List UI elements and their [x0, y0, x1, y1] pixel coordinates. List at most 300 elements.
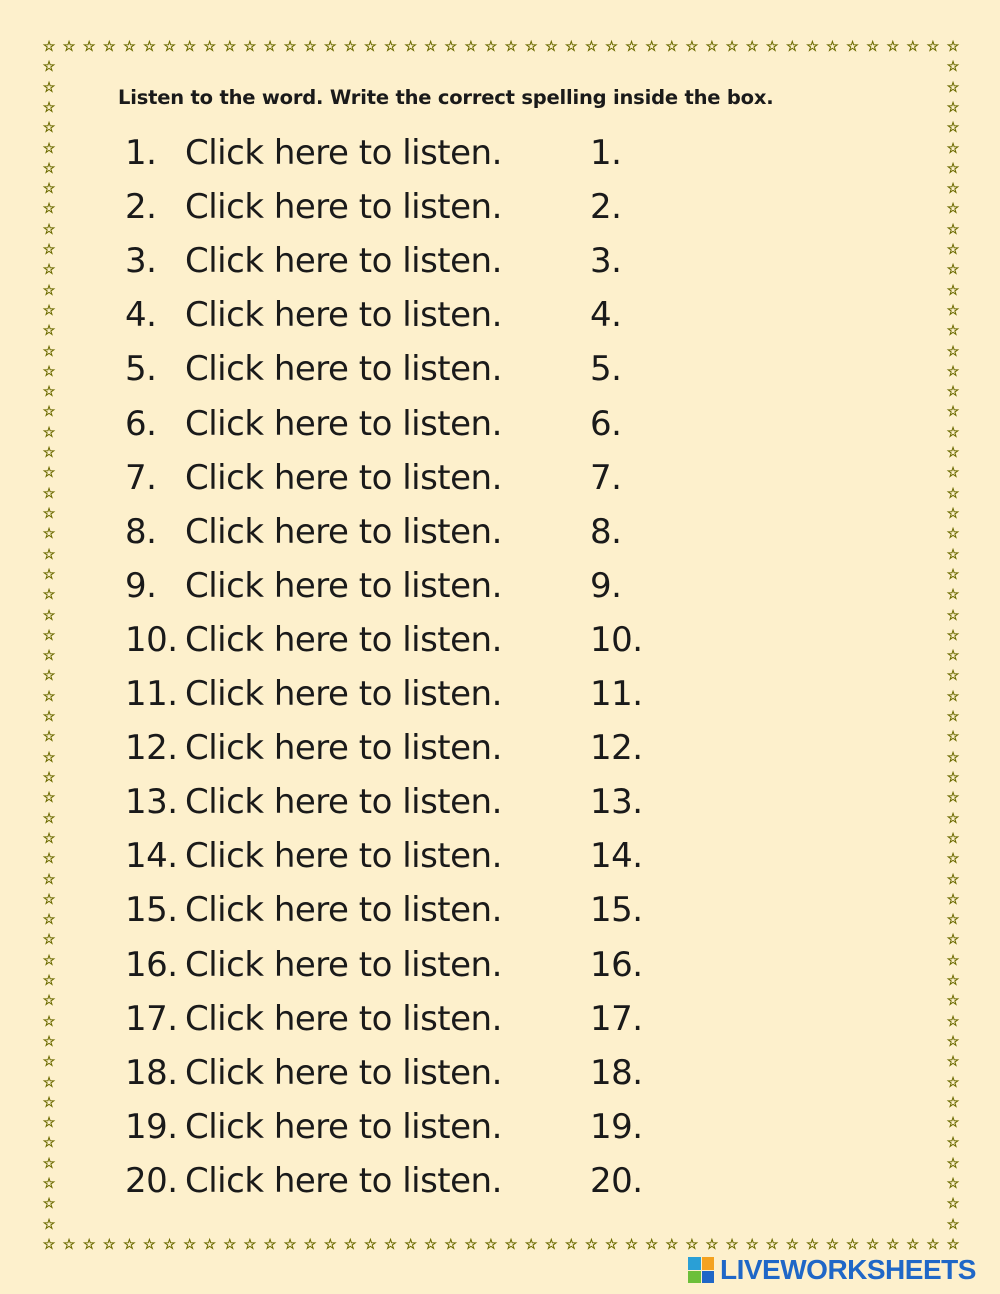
star-icon: ☆ [42, 952, 56, 969]
star-icon: ☆ [163, 39, 176, 55]
star-icon: ☆ [665, 1237, 679, 1253]
question-row [0, 723, 1000, 773]
star-icon: ☆ [906, 1237, 920, 1253]
star-icon: ☆ [725, 1237, 739, 1253]
star-icon: ☆ [565, 39, 578, 55]
star-icon: ☆ [42, 790, 56, 807]
answer-input[interactable] [638, 996, 902, 1042]
question-number: 8. [125, 511, 157, 552]
star-icon: ☆ [484, 1237, 498, 1253]
star-icon: ☆ [585, 1237, 598, 1253]
star-icon: ☆ [444, 39, 458, 55]
star-icon: ☆ [946, 1074, 960, 1091]
star-icon: ☆ [946, 1094, 960, 1111]
question-row [0, 994, 1000, 1044]
star-icon: ☆ [946, 810, 960, 827]
answer-number: 8. [590, 511, 622, 552]
answer-input[interactable] [638, 455, 902, 501]
star-icon: ☆ [42, 587, 56, 604]
question-row [0, 831, 1000, 881]
star-icon: ☆ [946, 1176, 960, 1193]
star-icon: ☆ [946, 181, 960, 198]
star-icon: ☆ [344, 1237, 357, 1253]
star-icon: ☆ [946, 465, 960, 482]
listen-audio-button[interactable]: Click here to listen. [185, 457, 502, 498]
star-icon: ☆ [946, 566, 960, 583]
star-icon: ☆ [42, 851, 56, 868]
star-icon: ☆ [243, 1237, 257, 1253]
star-icon: ☆ [946, 201, 960, 218]
star-icon: ☆ [384, 39, 397, 55]
star-icon: ☆ [946, 221, 960, 238]
listen-audio-button[interactable]: Click here to listen. [185, 836, 502, 877]
answer-number: 3. [590, 241, 622, 282]
star-icon: ☆ [946, 912, 960, 929]
listen-audio-button[interactable]: Click here to listen. [185, 133, 502, 173]
star-icon: ☆ [42, 1176, 56, 1193]
question-row [0, 128, 1000, 178]
answer-input[interactable] [638, 401, 902, 447]
star-icon: ☆ [504, 1237, 518, 1253]
answer-number: 13. [590, 782, 643, 823]
star-icon: ☆ [946, 749, 960, 766]
star-icon: ☆ [102, 1237, 116, 1253]
star-icon: ☆ [42, 749, 56, 766]
question-number: 5. [125, 349, 157, 390]
answer-number: 15. [590, 890, 643, 931]
star-icon: ☆ [946, 506, 960, 523]
star-icon: ☆ [946, 1237, 960, 1253]
question-number: 16. [125, 944, 178, 985]
star-icon: ☆ [42, 262, 56, 279]
star-icon: ☆ [946, 729, 960, 746]
star-icon: ☆ [42, 993, 56, 1010]
star-icon: ☆ [62, 39, 76, 55]
star-icon: ☆ [42, 120, 56, 137]
star-icon: ☆ [42, 424, 56, 441]
star-icon: ☆ [565, 1237, 578, 1253]
star-icon: ☆ [42, 668, 56, 685]
star-icon: ☆ [866, 39, 879, 55]
star-icon: ☆ [846, 1237, 859, 1253]
star-icon: ☆ [846, 39, 859, 55]
star-icon: ☆ [946, 1033, 960, 1050]
question-number: 6. [125, 403, 157, 444]
star-icon: ☆ [926, 1237, 940, 1253]
star-icon: ☆ [42, 1094, 56, 1111]
answer-input[interactable] [638, 238, 902, 284]
question-number: 12. [125, 728, 178, 769]
star-icon: ☆ [424, 1237, 437, 1253]
star-icon: ☆ [946, 242, 960, 259]
star-icon: ☆ [705, 1237, 719, 1253]
star-icon: ☆ [946, 587, 960, 604]
star-icon: ☆ [303, 1237, 317, 1253]
star-icon: ☆ [765, 39, 779, 55]
question-row [0, 1048, 1000, 1098]
listen-audio-button[interactable]: Click here to listen. [185, 998, 502, 1039]
star-icon: ☆ [946, 59, 960, 76]
question-row [0, 1156, 1000, 1206]
star-icon: ☆ [42, 1013, 56, 1030]
star-icon: ☆ [946, 851, 960, 868]
question-row [0, 669, 1000, 719]
star-icon: ☆ [946, 485, 960, 502]
star-icon: ☆ [323, 39, 337, 55]
answer-input[interactable] [638, 1104, 902, 1150]
star-icon: ☆ [946, 343, 960, 360]
listen-audio-button[interactable]: Click here to listen. [185, 187, 502, 228]
listen-audio-button[interactable]: Click here to listen. [185, 1106, 502, 1147]
star-icon: ☆ [42, 323, 56, 340]
star-icon: ☆ [946, 39, 960, 55]
star-icon: ☆ [946, 120, 960, 137]
answer-number: 4. [590, 295, 622, 336]
star-icon: ☆ [786, 39, 799, 55]
star-icon: ☆ [484, 39, 498, 55]
star-icon: ☆ [946, 323, 960, 340]
star-icon: ☆ [344, 39, 357, 55]
answer-input[interactable] [638, 887, 902, 933]
question-number: 18. [125, 1052, 178, 1093]
answer-number: 12. [590, 728, 643, 769]
answer-number: 10. [590, 619, 643, 660]
star-icon: ☆ [946, 1155, 960, 1172]
star-icon: ☆ [42, 912, 56, 929]
listen-audio-button[interactable]: Click here to listen. [185, 1160, 502, 1201]
listen-audio-button[interactable]: Click here to listen. [185, 1052, 502, 1093]
star-icon: ☆ [183, 39, 196, 55]
answer-input[interactable] [638, 509, 902, 555]
star-icon: ☆ [605, 39, 618, 55]
star-icon: ☆ [946, 79, 960, 96]
answer-number: 11. [590, 674, 643, 714]
answer-input[interactable] [638, 346, 902, 392]
star-icon: ☆ [946, 830, 960, 847]
star-icon: ☆ [223, 39, 237, 55]
star-icon: ☆ [826, 1237, 839, 1253]
star-icon: ☆ [946, 932, 960, 949]
star-icon: ☆ [384, 1237, 397, 1253]
logo-text: LIVEWORKSHEETS [720, 1254, 976, 1285]
star-icon: ☆ [42, 1115, 56, 1132]
star-icon: ☆ [725, 39, 739, 55]
star-icon: ☆ [946, 993, 960, 1010]
star-icon: ☆ [524, 1237, 538, 1253]
star-icon: ☆ [364, 1237, 377, 1253]
question-row [0, 236, 1000, 286]
answer-number: 1. [590, 133, 622, 173]
question-row [0, 290, 1000, 340]
question-number: 14. [125, 836, 178, 877]
listen-audio-button[interactable]: Click here to listen. [185, 728, 502, 769]
star-icon: ☆ [665, 39, 679, 55]
question-number: 20. [125, 1160, 178, 1201]
question-row [0, 507, 1000, 557]
star-icon: ☆ [42, 627, 56, 644]
question-number: 15. [125, 890, 178, 931]
star-icon: ☆ [42, 39, 56, 55]
star-icon: ☆ [866, 1237, 879, 1253]
liveworksheets-logo[interactable] [688, 1254, 976, 1286]
star-icon: ☆ [42, 99, 56, 116]
star-icon: ☆ [163, 1237, 176, 1253]
star-icon: ☆ [42, 181, 56, 198]
question-row [0, 453, 1000, 503]
star-icon: ☆ [42, 221, 56, 238]
answer-number: 16. [590, 944, 643, 985]
star-icon: ☆ [42, 526, 56, 543]
star-icon: ☆ [42, 79, 56, 96]
question-number: 7. [125, 457, 157, 498]
answer-input[interactable] [638, 130, 902, 176]
question-row [0, 1102, 1000, 1152]
star-icon: ☆ [946, 952, 960, 969]
star-icon: ☆ [946, 262, 960, 279]
star-icon: ☆ [42, 607, 56, 624]
liveworksheets-logo-icon [688, 1257, 714, 1283]
star-icon: ☆ [946, 282, 960, 299]
star-icon: ☆ [946, 1115, 960, 1132]
star-icon: ☆ [263, 1237, 277, 1253]
question-row [0, 561, 1000, 611]
star-icon: ☆ [42, 891, 56, 908]
question-number: 2. [125, 187, 157, 228]
star-icon: ☆ [946, 1216, 960, 1233]
star-icon: ☆ [946, 769, 960, 786]
star-icon: ☆ [42, 709, 56, 726]
star-icon: ☆ [42, 973, 56, 990]
listen-audio-button[interactable]: Click here to listen. [185, 403, 502, 444]
listen-audio-button[interactable]: Click here to listen. [185, 782, 502, 823]
star-icon: ☆ [806, 1237, 819, 1253]
star-icon: ☆ [42, 445, 56, 462]
star-icon: ☆ [946, 384, 960, 401]
star-icon: ☆ [42, 160, 56, 177]
question-row [0, 940, 1000, 990]
star-icon: ☆ [946, 363, 960, 380]
star-icon: ☆ [946, 302, 960, 319]
star-icon: ☆ [323, 1237, 337, 1253]
answer-number: 6. [590, 403, 622, 444]
star-icon: ☆ [183, 1237, 196, 1253]
answer-input[interactable] [638, 779, 902, 825]
star-icon: ☆ [524, 39, 538, 55]
star-icon: ☆ [886, 1237, 899, 1253]
star-icon: ☆ [263, 39, 277, 55]
star-icon: ☆ [42, 465, 56, 482]
star-icon: ☆ [544, 1237, 558, 1253]
star-icon: ☆ [283, 1237, 297, 1253]
star-icon: ☆ [745, 39, 759, 55]
star-icon: ☆ [143, 1237, 156, 1253]
star-icon: ☆ [685, 39, 699, 55]
star-icon: ☆ [364, 39, 377, 55]
listen-audio-button[interactable]: Click here to listen. [185, 890, 502, 931]
question-number: 11. [125, 674, 178, 714]
star-icon: ☆ [42, 242, 56, 259]
star-icon: ☆ [605, 1237, 618, 1253]
star-icon: ☆ [946, 607, 960, 624]
answer-number: 7. [590, 457, 622, 498]
star-icon: ☆ [946, 1013, 960, 1030]
answer-input[interactable] [638, 1158, 902, 1204]
answer-input[interactable] [638, 563, 902, 609]
star-icon: ☆ [424, 39, 437, 55]
star-icon: ☆ [806, 39, 819, 55]
question-number: 13. [125, 782, 178, 823]
star-icon: ☆ [946, 973, 960, 990]
star-icon: ☆ [42, 1074, 56, 1091]
star-icon: ☆ [243, 39, 257, 55]
star-icon: ☆ [42, 1033, 56, 1050]
star-icon: ☆ [42, 566, 56, 583]
question-row [0, 615, 1000, 665]
star-icon: ☆ [765, 1237, 779, 1253]
listen-audio-button[interactable]: Click here to listen. [185, 349, 502, 390]
question-number: 1. [125, 133, 157, 173]
answer-number: 14. [590, 836, 643, 877]
question-number: 4. [125, 295, 157, 336]
answer-input[interactable] [638, 184, 902, 230]
star-icon: ☆ [42, 201, 56, 218]
answer-input[interactable] [638, 833, 902, 879]
star-icon: ☆ [826, 39, 839, 55]
star-icon: ☆ [946, 160, 960, 177]
star-icon: ☆ [42, 769, 56, 786]
star-icon: ☆ [544, 39, 558, 55]
answer-input[interactable] [638, 292, 902, 338]
star-icon: ☆ [42, 830, 56, 847]
star-icon: ☆ [42, 343, 56, 360]
listen-audio-button[interactable]: Click here to listen. [185, 565, 502, 606]
star-icon: ☆ [464, 1237, 478, 1253]
star-icon: ☆ [123, 39, 136, 55]
star-icon: ☆ [946, 546, 960, 563]
star-icon: ☆ [946, 648, 960, 665]
star-icon: ☆ [625, 1237, 638, 1253]
star-icon: ☆ [906, 39, 920, 55]
star-icon: ☆ [42, 384, 56, 401]
star-icon: ☆ [946, 709, 960, 726]
star-icon: ☆ [42, 404, 56, 421]
star-icon: ☆ [946, 627, 960, 644]
question-row [0, 885, 1000, 935]
question-row [0, 399, 1000, 449]
star-icon: ☆ [143, 39, 156, 55]
star-icon: ☆ [946, 688, 960, 705]
answer-number: 2. [590, 187, 622, 228]
listen-audio-button[interactable]: Click here to listen. [185, 295, 502, 336]
star-icon: ☆ [886, 39, 899, 55]
question-number: 19. [125, 1106, 178, 1147]
star-icon: ☆ [82, 1237, 96, 1253]
listen-audio-button[interactable]: Click here to listen. [185, 674, 502, 714]
answer-input[interactable] [638, 617, 902, 663]
star-icon: ☆ [42, 729, 56, 746]
star-icon: ☆ [404, 39, 417, 55]
star-icon: ☆ [42, 506, 56, 523]
star-icon: ☆ [946, 1196, 960, 1213]
star-icon: ☆ [123, 1237, 136, 1253]
star-icon: ☆ [946, 445, 960, 462]
listen-audio-button[interactable]: Click here to listen. [185, 619, 502, 660]
star-icon: ☆ [42, 1216, 56, 1233]
star-icon: ☆ [42, 1054, 56, 1071]
star-icon: ☆ [42, 546, 56, 563]
question-number: 10. [125, 619, 178, 660]
star-icon: ☆ [42, 871, 56, 888]
question-row [0, 777, 1000, 827]
star-icon: ☆ [42, 59, 56, 76]
star-icon: ☆ [82, 39, 96, 55]
answer-input[interactable] [638, 725, 902, 771]
answer-number: 18. [590, 1052, 643, 1093]
star-icon: ☆ [404, 1237, 417, 1253]
star-icon: ☆ [946, 526, 960, 543]
star-icon: ☆ [685, 1237, 699, 1253]
question-number: 17. [125, 998, 178, 1039]
star-icon: ☆ [42, 1196, 56, 1213]
answer-number: 19. [590, 1106, 643, 1147]
star-icon: ☆ [946, 891, 960, 908]
star-icon: ☆ [504, 39, 518, 55]
star-icon: ☆ [585, 39, 598, 55]
answer-number: 9. [590, 565, 622, 606]
answer-input[interactable] [638, 1050, 902, 1096]
star-icon: ☆ [946, 668, 960, 685]
question-number: 9. [125, 565, 157, 606]
star-icon: ☆ [946, 404, 960, 421]
star-icon: ☆ [625, 39, 638, 55]
star-icon: ☆ [42, 648, 56, 665]
question-row [0, 182, 1000, 232]
star-icon: ☆ [62, 1237, 76, 1253]
star-icon: ☆ [42, 363, 56, 380]
star-icon: ☆ [203, 39, 216, 55]
star-icon: ☆ [303, 39, 317, 55]
answer-input[interactable] [638, 942, 902, 988]
star-icon: ☆ [705, 39, 719, 55]
answer-input[interactable] [638, 671, 902, 717]
star-icon: ☆ [42, 140, 56, 157]
star-icon: ☆ [223, 1237, 237, 1253]
star-icon: ☆ [645, 39, 658, 55]
star-icon: ☆ [745, 1237, 759, 1253]
star-icon: ☆ [42, 1155, 56, 1172]
instructions: Listen to the word. Write the correct spelling inside the box. [118, 86, 774, 109]
star-icon: ☆ [42, 810, 56, 827]
star-icon: ☆ [946, 424, 960, 441]
star-icon: ☆ [102, 39, 116, 55]
star-icon: ☆ [42, 1135, 56, 1152]
star-icon: ☆ [946, 1054, 960, 1071]
listen-audio-button[interactable]: Click here to listen. [185, 511, 502, 552]
listen-audio-button[interactable]: Click here to listen. [185, 944, 502, 985]
answer-number: 5. [590, 349, 622, 390]
listen-audio-button[interactable]: Click here to listen. [185, 241, 502, 282]
star-icon: ☆ [42, 485, 56, 502]
star-icon: ☆ [444, 1237, 458, 1253]
star-icon: ☆ [946, 871, 960, 888]
star-icon: ☆ [283, 39, 297, 55]
answer-number: 20. [590, 1160, 643, 1201]
star-icon: ☆ [464, 39, 478, 55]
answer-number: 17. [590, 998, 643, 1039]
star-icon: ☆ [42, 302, 56, 319]
star-icon: ☆ [926, 39, 940, 55]
star-icon: ☆ [786, 1237, 799, 1253]
